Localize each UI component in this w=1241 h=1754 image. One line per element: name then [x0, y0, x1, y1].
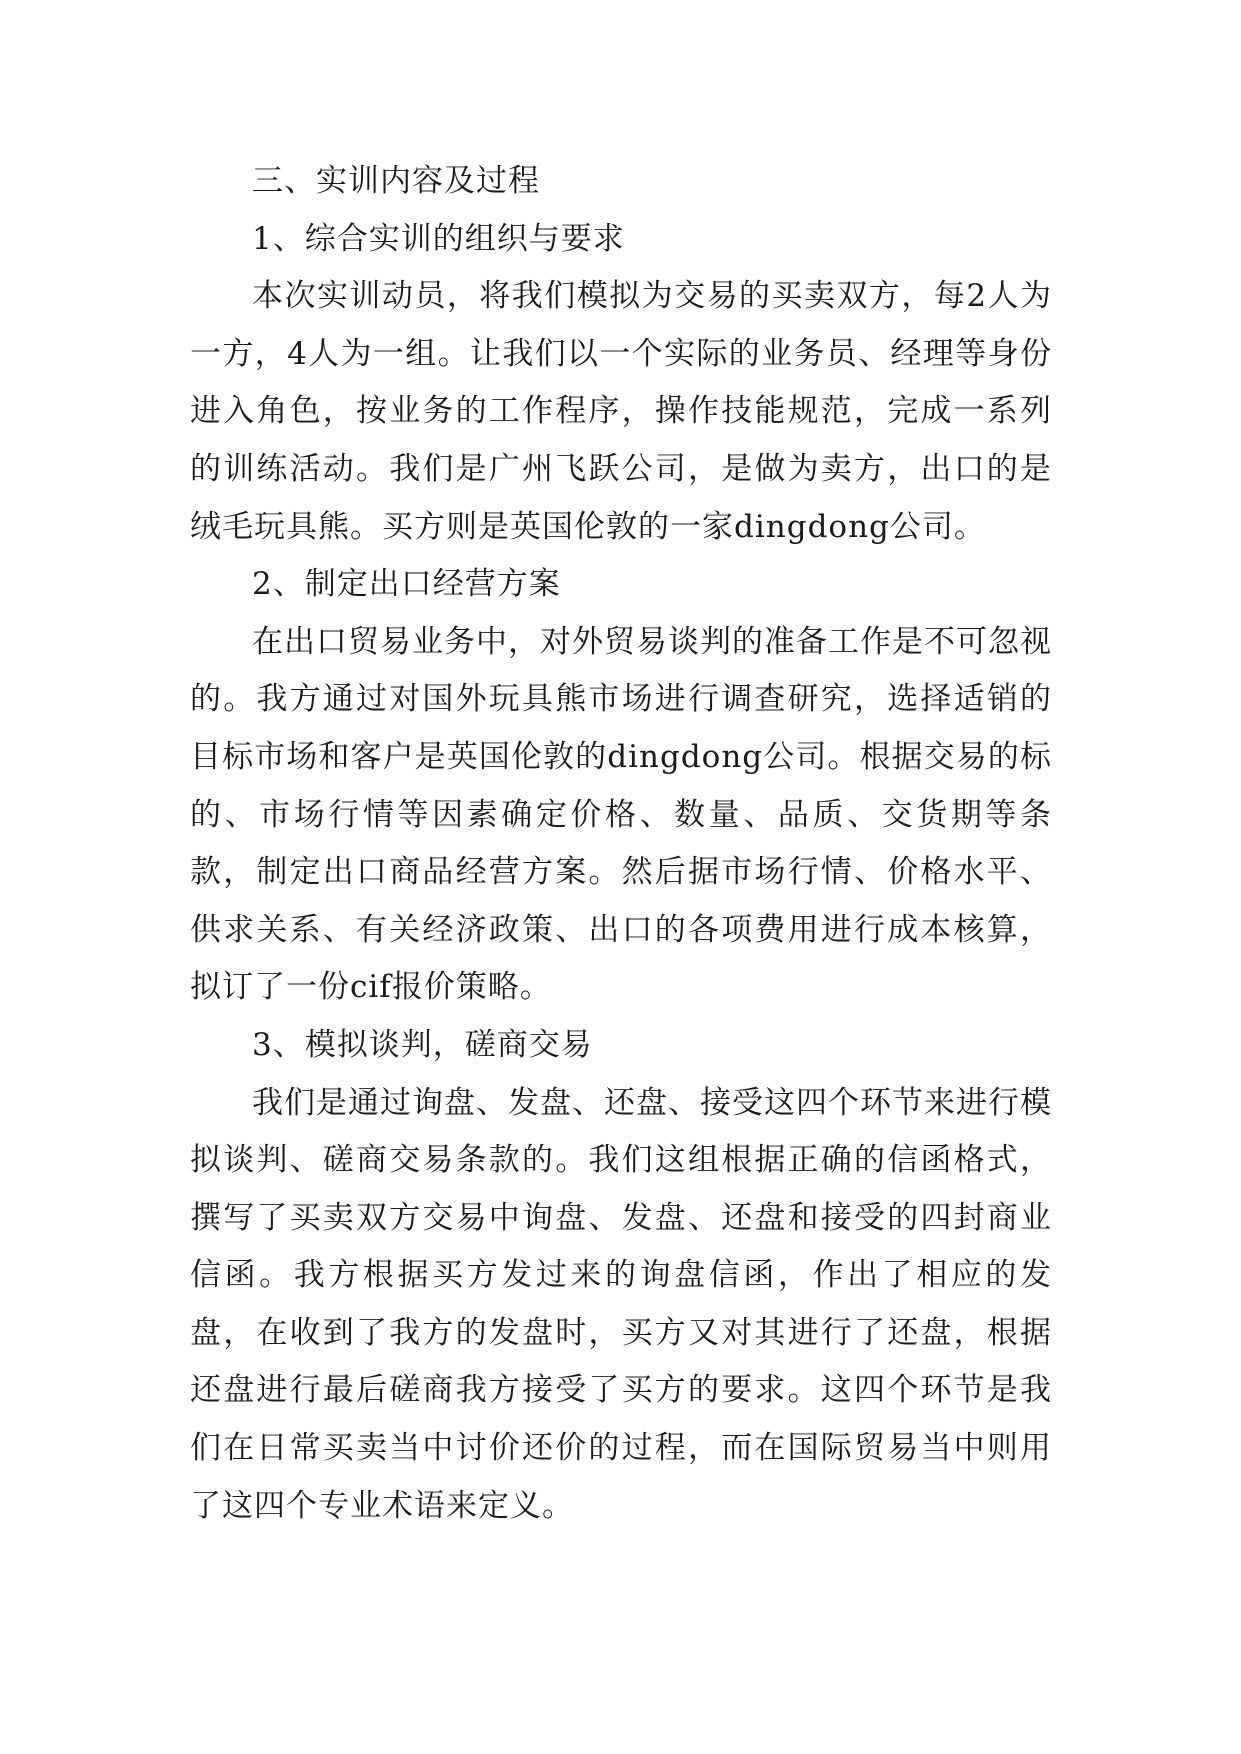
subheading-negotiation: 3、模拟谈判，磋商交易	[252, 1026, 593, 1063]
paragraph-negotiation: 我们是通过询盘、发盘、还盘、接受这四个环节来进行模拟谈判、磋商交易条款的。我们这组根据正确的信函格式，撰写了买卖双方交易中询盘、发盘、还盘和接受的四封商业信函。我方根据买方发过来的询盘信函，作出了相应的发盘，在收到了我方的发盘时，买方又对其进行了还盘，根据还盘进行最后磋商我方接受了买方的要求。这四个环节是我们在日常买卖当中讨价还价的过程，而在国际贸易当中则用了这四个专业术语来定义。	[190, 1084, 1052, 1524]
paragraph-export-plan: 在出口贸易业务中，对外贸易谈判的准备工作是不可忽视的。我方通过对国外玩具熊市场进行调查研究，选择适销的目标市场和客户是英国伦敦的dingdong公司。根据交易的标的、市场行情等因素确定价格、数量、品质、交货期等条款，制定出口商品经营方案。然后据市场行情、价格水平、供求关系、有关经济政策、出口的各项费用进行成本核算，拟订了一份cif报价策略。	[190, 623, 1052, 1006]
document-body	[190, 153, 1052, 1535]
section-heading: 三、实训内容及过程	[252, 163, 540, 199]
subheading-export-plan: 2、制定出口经营方案	[252, 566, 561, 603]
paragraph-organization: 本次实训动员，将我们模拟为交易的买卖双方，每2人为一方，4人为一组。让我们以一个实际的业务员、经理等身份进入角色，按业务的工作程序，操作技能规范，完成一系列的训练活动。我们是广州飞跃公司，是做为卖方，出口的是绒毛玩具熊。买方则是英国伦敦的一家dingdong公司。	[190, 278, 1052, 545]
subheading-organization: 1、综合实训的组织与要求	[252, 220, 625, 257]
